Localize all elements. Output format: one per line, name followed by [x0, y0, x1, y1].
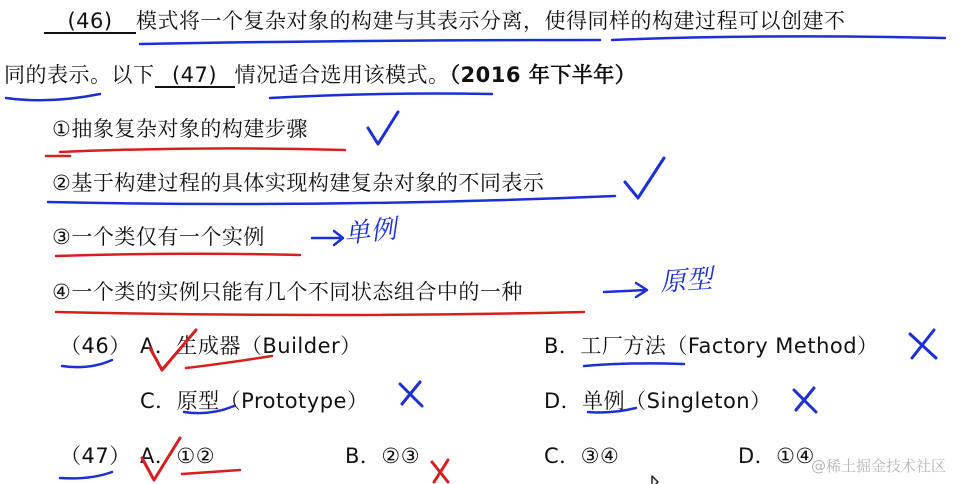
cross-q46d-icon	[794, 388, 816, 412]
underline-stmt2	[48, 196, 615, 204]
statement-2: ②基于构建过程的具体实现构建复杂对象的不同表示	[52, 171, 545, 195]
arrow-stmt3-icon	[312, 231, 343, 245]
arrow-stmt4-icon	[604, 283, 647, 297]
underline-stmt3	[56, 254, 300, 256]
q46-option-d: D．单例（Singleton）	[544, 389, 772, 413]
q46-option-b: B．工厂方法（Factory Method）	[544, 334, 879, 358]
q47-option-c: C．③④	[544, 444, 620, 468]
question-text-1: 模式将一个复杂对象的构建与其表示分离，使得同样的构建过程可以创建不	[136, 9, 846, 33]
blank-46: (46)	[44, 10, 136, 34]
underline-q46-num	[62, 360, 112, 367]
cross-q47b-icon	[432, 460, 448, 482]
q47-option-d: D．①④	[738, 444, 815, 468]
underline-stmt1	[60, 148, 345, 152]
underline-line2	[6, 94, 492, 101]
note-prototype: 原型	[659, 264, 714, 298]
watermark: @稀土掘金技术社区	[810, 457, 946, 475]
underline-q46b	[584, 363, 684, 366]
year-tag: （2016 年下半年）	[449, 63, 637, 87]
underline-line1-a	[140, 40, 600, 44]
underline-stmt4	[56, 312, 584, 315]
cross-q46b-icon	[910, 330, 936, 358]
underline-q47a	[182, 470, 240, 474]
note-singleton: 单例	[342, 214, 399, 250]
check-stmt1-icon	[368, 112, 398, 144]
question-text-2a: 同的表示。以下	[4, 63, 155, 87]
cursor-icon	[652, 476, 658, 484]
underline-line1-b	[612, 36, 945, 40]
q46-option-c: C．原型（Prototype）	[140, 389, 369, 413]
blank-47: (47)	[155, 64, 235, 88]
q47-option-a: A．①②	[140, 444, 216, 468]
check-stmt2-icon	[625, 158, 664, 198]
statement-1: ①抽象复杂对象的构建步骤	[52, 117, 308, 141]
underline-q47-num	[60, 472, 112, 478]
question-text-2b: 情况适合选用该模式。	[234, 63, 450, 87]
q47-number: （47）	[60, 444, 131, 468]
q46-number: （46）	[60, 334, 131, 358]
q46-option-a: A．生成器（Builder）	[140, 334, 362, 358]
statement-4: ④一个类的实例只能有几个不同状态组合中的一种	[52, 280, 523, 304]
cross-q46c-icon	[400, 382, 422, 406]
question-line-1	[44, 8, 846, 34]
statement-3: ③一个类仅有一个实例	[52, 225, 265, 249]
q47-option-b: B．②③	[345, 444, 421, 468]
question-line-2	[4, 62, 636, 88]
